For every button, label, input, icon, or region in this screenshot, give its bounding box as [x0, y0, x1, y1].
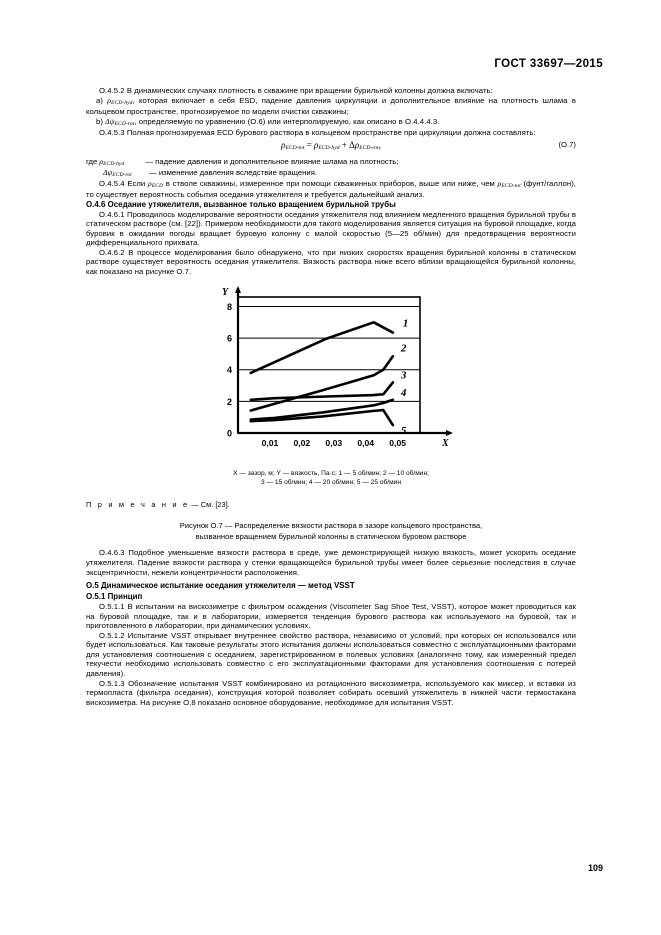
chart-legend — [86, 469, 576, 487]
chart-series-label-2: 2 — [400, 342, 407, 355]
paragraph-o-4-6-2: О.4.6.2 В процессе моделирования было обнаружено, что при низких скоростях вращения бурильной колонны в статическом растворе существует вероятность оседания утяжелителя. Вязкость раствора ниже всего вблизи вращающейся бурильной колонны, как показано на рисунке О.7. — [86, 247, 576, 276]
symbol-delta-psi-ecd-rot: $\Delta\psi_{ECD-rot}$ — [105, 116, 135, 128]
formula-definitions — [86, 157, 576, 179]
definition-text-1: — падение давления и дополнительное влияние шлама на плотность; — [145, 156, 399, 166]
chart-series-line-1 — [251, 323, 393, 374]
definition-line-2 — [86, 168, 576, 179]
heading-o-5: О.5 Динамическое испытание оседания утяжелителя — метод VSST — [86, 581, 355, 591]
chart-x-axis-arrow — [446, 430, 453, 436]
formula-term-2: $\rho_{ECD-rot}$ — [354, 139, 379, 152]
definitions-intro: где — [86, 156, 100, 166]
figure-caption-line-1: Рисунок О.7 — Распределение вязкости раствора в зазоре кольцевого пространства, — [179, 521, 483, 531]
figure-caption — [86, 521, 576, 542]
chart-series-label-5: 5 — [400, 425, 407, 438]
paragraph-o-4-5-2-item-b — [86, 117, 576, 129]
paragraph-o-4-5-2-item-a — [86, 96, 576, 117]
viscosity-distribution-chart — [206, 283, 456, 465]
symbol-rho-ecd: $\rho_{ECD}$ — [147, 178, 164, 190]
symbol-rho-ecd-tot: $\rho_{ECD-tot}$ — [497, 178, 521, 190]
chart-series-label-1: 1 — [402, 318, 409, 331]
formula-equals: = — [304, 139, 315, 150]
chart-y-tick-label: 8 — [226, 302, 232, 313]
chart-x-axis-symbol: X — [442, 438, 449, 450]
formula-o-7-row — [86, 140, 576, 157]
item-a-text: , которая включает в себя ESD, падение давления циркуляции и дополнительное влияние на плотность шлама в кольцевом пространстве, прогнозируемое по модели очистки скважины; — [86, 95, 576, 117]
formula-o-7 — [86, 140, 576, 150]
item-b-text: , определяемую по уравнению (О.6) или интерполируемую, как описано в О.4.4.4.3. — [134, 116, 440, 126]
paragraph-o-5-1-1: О.5.1.1 В испытании на вискозиметре с фильтром осаждения (Viscometer Sag Shoe Test, VSST), которое может проводиться как на буровой площадке, так и в лаборатории, измеряется тенденция бурового раствора как используемого на буровой, так и приготовленного в лаборатории, при динамических условиях. — [86, 602, 576, 631]
definition-line-1 — [86, 157, 576, 168]
definition-text-2: — изменение давления вследствие вращения. — [149, 167, 318, 177]
chart-series-label-4: 4 — [400, 387, 407, 400]
chart-container — [206, 283, 456, 465]
o454-part-c: (фунт/галлон), то существует вероятность события оседания утяжелителя и требуется дальнейший анализ. — [86, 178, 577, 200]
chart-y-axis-arrow — [235, 286, 241, 293]
formula-term-1: $\rho_{ECD-hyd}$ — [314, 139, 340, 152]
chart-series-label-3: 3 — [400, 369, 407, 382]
paragraph-o-4-5-4 — [86, 179, 576, 200]
figure-caption-line-2: вызванное вращением бурильной колонны в статическом буровом растворе — [195, 531, 467, 541]
paragraph-o-4-5-2: О.4.5.2 В динамических случаях плотность в скважине при вращении бурильной колонны должна включать: — [99, 86, 493, 95]
chart-y-tick-label: 4 — [226, 365, 232, 376]
o454-part-b: в стволе скважины, измеренное при помощи скважинных приборов, выше или ниже, чем — [163, 178, 498, 188]
item-a-prefix: a) — [96, 95, 108, 105]
chart-x-tick-label: 0,05 — [389, 438, 407, 449]
formula-number: (О.7) — [558, 139, 576, 149]
figure-o-7 — [86, 283, 576, 542]
formula-plus: + Δ — [339, 139, 355, 150]
o454-part-a: О.4.5.4 Если — [99, 178, 148, 188]
chart-x-tick-label: 0,02 — [293, 438, 311, 449]
page-header-standard: ГОСТ 33697—2015 — [494, 58, 603, 70]
chart-x-tick-label: 0,01 — [261, 438, 279, 449]
chart-legend-line-1: X — зазор, м; Y — вязкость, Па·с; 1 — 5 об/мин; 2 — 10 об/мин; — [233, 470, 429, 478]
note-text: — См. [23]. — [189, 500, 230, 510]
paragraph-o-5-1-3: О.5.1.3 Обозначение испытания VSST комбинировано из ротационного вискозиметра, используемого как миксер, и вставки из термопласта (фильтра оседания), конструкция которой позволяет собирать осевший утяжелитель в нижней части термостакана вискозиметра. На рисунке О.8 показано основное оборудование, необходимое для испытания VSST. — [86, 678, 576, 707]
heading-o-5-1: О.5.1 Принцип — [86, 592, 143, 602]
formula-lhs: $\rho_{ECD-tot}$ — [281, 139, 305, 152]
paragraph-o-4-6-3: О.4.6.3 Подобное уменьшение вязкости раствора в среде, уже демонстрирующей низкую вязкость, может ускорить оседание утяжелителя. Падение вязкости раствора у стенки вращающейся бурильной трубы имеет более серьезные последствия в случае эксцентричности, нежели концентричности расположения. — [86, 548, 576, 577]
heading-o-4-6: О.4.6 Оседание утяжелителя, вызванное только вращением бурильной трубы — [86, 199, 396, 209]
chart-x-tick-label: 0,03 — [325, 438, 343, 449]
note-label: П р и м е ч а н и е — [86, 500, 190, 510]
symbol-def-rho-ecd-hyd: $\rho_{ECD-hyd}$ — [99, 156, 125, 168]
paragraph-o-4-6-1: О.4.6.1 Проводилось моделирование вероятности оседания утяжелителя под влиянием медленного вращения бурильной трубы в статическом растворе (см. [22]). Примером необходимости для такого моделирования является ситуация на буровой площадке, когда буровик в ожидании погоды вращает буровую колонну с малой скоростью (5—25 об/мин) для предотвращения вероятности дифференциального прихвата. — [86, 209, 576, 248]
note-block — [86, 500, 576, 509]
formula-tail: , — [378, 139, 381, 150]
chart-y-axis-symbol: Y — [222, 287, 229, 299]
chart-y-tick-label: 0 — [226, 428, 232, 439]
chart-y-tick-label: 6 — [226, 333, 232, 344]
symbol-rho-ecd-hyd: $\rho_{ECD-hyd}$ — [107, 95, 133, 107]
page-content — [86, 86, 576, 707]
chart-legend-line-2: 3 — 15 об/мин; 4 — 20 об/мин; 5 — 25 об/мин — [260, 479, 401, 487]
symbol-def-delta-psi-ecd-rot: $\Delta\psi_{ECD-rot}$ — [103, 167, 132, 179]
paragraph-o-5-1-2: О.5.1.2 Испытание VSST открывает внутреннее свойство раствора, независимо от условий, при которых он использовался или будет использоваться. Как таковые результаты этого испытания должны использоваться совместно с эксплуатационными факторами для установления соотношения с оседанием, зарегистрированном в полевых условиях (аналогично тому, как измеренный предел текучести необходимо использовать совместно с его эксплуатационными факторами для установления соотношения с потерей давления). — [86, 630, 576, 679]
chart-y-tick-label: 2 — [226, 397, 232, 408]
item-b-prefix: b) — [96, 116, 106, 126]
page-number: 109 — [587, 863, 603, 873]
paragraph-o-4-5-3: О.4.5.3 Полная прогнозируемая ECD бурового раствора в кольцевом пространстве при циркуляции должна составлять: — [99, 128, 536, 138]
chart-x-tick-label: 0,04 — [357, 438, 375, 449]
